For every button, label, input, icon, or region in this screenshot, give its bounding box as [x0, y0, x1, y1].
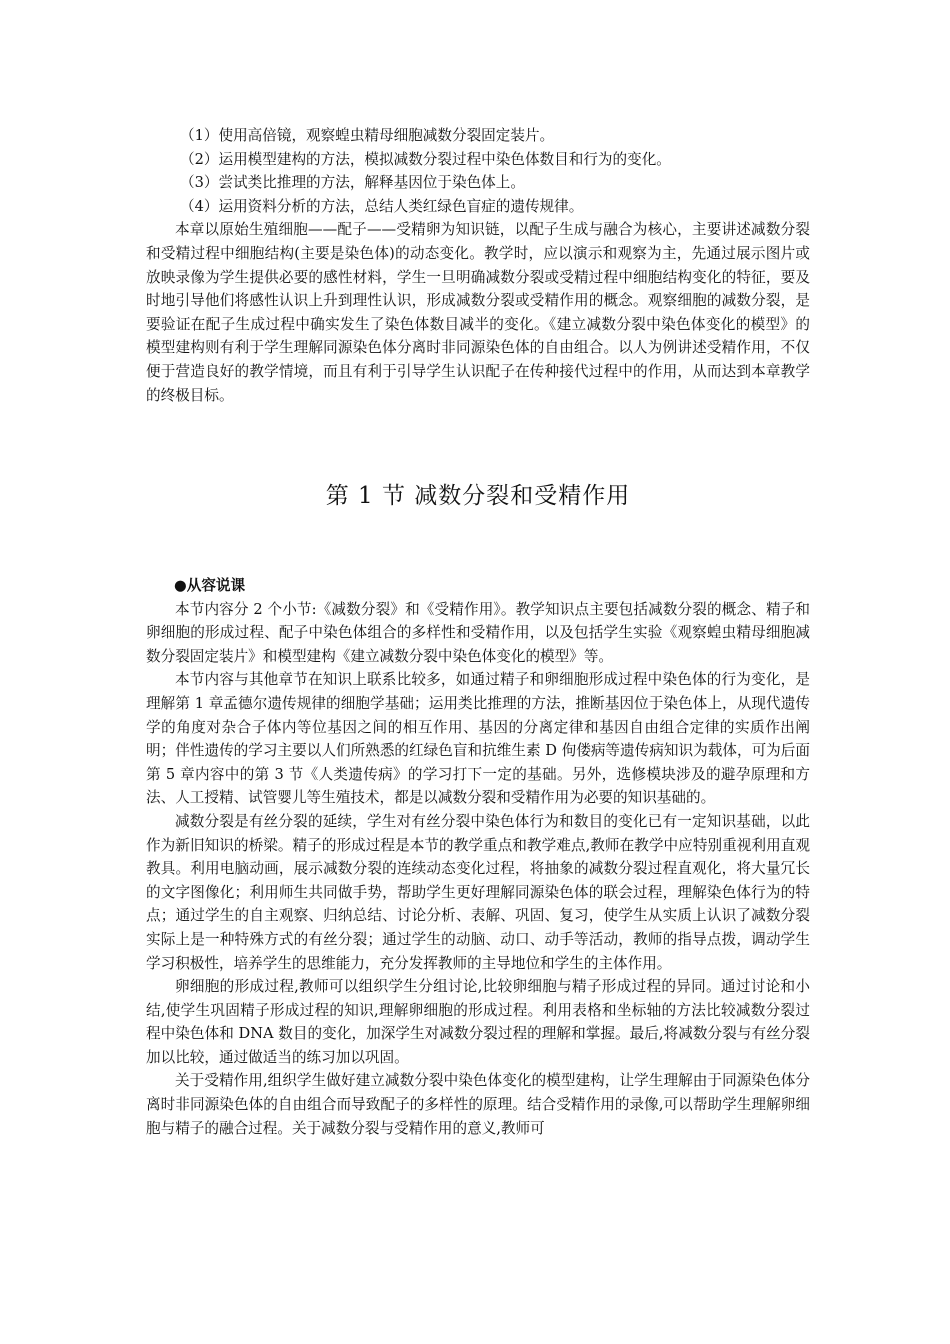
section-title: 第 1 节 减数分裂和受精作用 — [325, 483, 631, 509]
body-paragraph: 关于受精作用,组织学生做好建立减数分裂中染色体变化的模型建构，让学生理解由于同源染色体分离时非同源染色体的自由组合而导致配子的多样性的原理。结合受精作用的录像,可以帮助学生理解卵细胞与精子的融合过程。关于减数分裂与受精作用的意义,教师可 — [146, 1072, 810, 1137]
objective-item: （4）运用资料分析的方法，总结人类红绿色盲症的遗传规律。 — [180, 197, 584, 215]
body-paragraph: 本节内容与其他章节在知识上联系比较多，如通过精子和卵细胞形成过程中染色体的行为变化，是理解第 1 章孟德尔遗传规律的细胞学基础；运用类比推理的方法，推断基因位于染色体上，从现代遗传学的角度对杂合子体内等位基因之间的相互作用、基因的分离定律和基因自由组合定律的实质作出阐明；伴性遗传的学习主要以人们所熟悉的红绿色盲和抗维生素 D 佝偻病等遗传病知识为载体，可为后面第 5 章内容中的第 3 节《人类遗传病》的学习打下一定的基础。另外，选修模块涉及的避孕原理和方法、人工授精、试管婴儿等生殖技术，都是以减数分裂和受精作用为必要的知识基础的。 — [146, 671, 810, 807]
objective-item: （2）运用模型建构的方法，模拟减数分裂过程中染色体数目和行为的变化。 — [180, 150, 671, 168]
section-subheading: ●从容说课 — [174, 577, 246, 594]
intro-block — [146, 124, 810, 407]
section-body — [146, 574, 810, 1140]
body-paragraph: 卵细胞的形成过程,教师可以组织学生分组讨论,比较卵细胞与精子形成过程的异同。通过讨论和小结,使学生巩固精子形成过程的知识,理解卵细胞的形成过程。利用表格和坐标轴的方法比较减数分裂过程中染色体和 DNA 数目的变化，加深学生对减数分裂过程的理解和掌握。最后,将减数分裂与有丝分裂加以比较，通过做适当的练习加以巩固。 — [146, 978, 810, 1066]
objective-item: （3）尝试类比推理的方法，解释基因位于染色体上。 — [180, 174, 525, 192]
objective-item: （1）使用高倍镜，观察蝗虫精母细胞减数分裂固定装片。 — [180, 127, 555, 144]
chapter-paragraph: 本章以原始生殖细胞——配子——受精卵为知识链，以配子生成与融合为核心，主要讲述减数分裂和受精过程中细胞结构(主要是染色体)的动态变化。教学时，应以演示和观察为主，先通过展示图片或放映录像为学生提供必要的感性材料，学生一旦明确减数分裂或受精过程中细胞结构变化的特征，要及时地引导他们将感性认识上升到理性认识，形成减数分裂或受精作用的概念。观察细胞的减数分裂，是要验证在配子生成过程中确实发生了染色体数目减半的变化。《建立减数分裂中染色体变化的模型》的模型建构则有利于学生理解同源染色体分离时非同源染色体的自由组合。以人为例讲述受精作用，不仅便于营造良好的教学情境，而且有利于引导学生认识配子在传种接代过程中的作用，从而达到本章教学的终极目标。 — [146, 221, 810, 404]
body-paragraph: 减数分裂是有丝分裂的延续，学生对有丝分裂中染色体行为和数目的变化已有一定知识基础，以此作为新旧知识的桥梁。精子的形成过程是本节的教学重点和教学难点,教师在教学中应特别重视利用直观教具。利用电脑动画，展示减数分裂的连续动态变化过程，将抽象的减数分裂过程直观化，将大量冗长的文字图像化；利用师生共同做手势，帮助学生更好理解同源染色体的联会过程，理解染色体行为的特点；通过学生的自主观察、归纳总结、讨论分析、表解、巩固、复习，使学生从实质上认识了减数分裂实际上是一种特殊方式的有丝分裂；通过学生的动脑、动口、动手等活动，教师的指导点拨，调动学生学习积极性，培养学生的思维能力，充分发挥教师的主导地位和学生的主体作用。 — [146, 812, 810, 972]
body-paragraph: 本节内容分 2 个小节:《减数分裂》和《受精作用》。教学知识点主要包括减数分裂的概念、精子和卵细胞的形成过程、配子中染色体组合的多样性和受精作用，以及包括学生实验《观察蝗虫精母细胞减数分裂固定装片》和模型建构《建立减数分裂中染色体变化的模型》等。 — [146, 600, 810, 665]
